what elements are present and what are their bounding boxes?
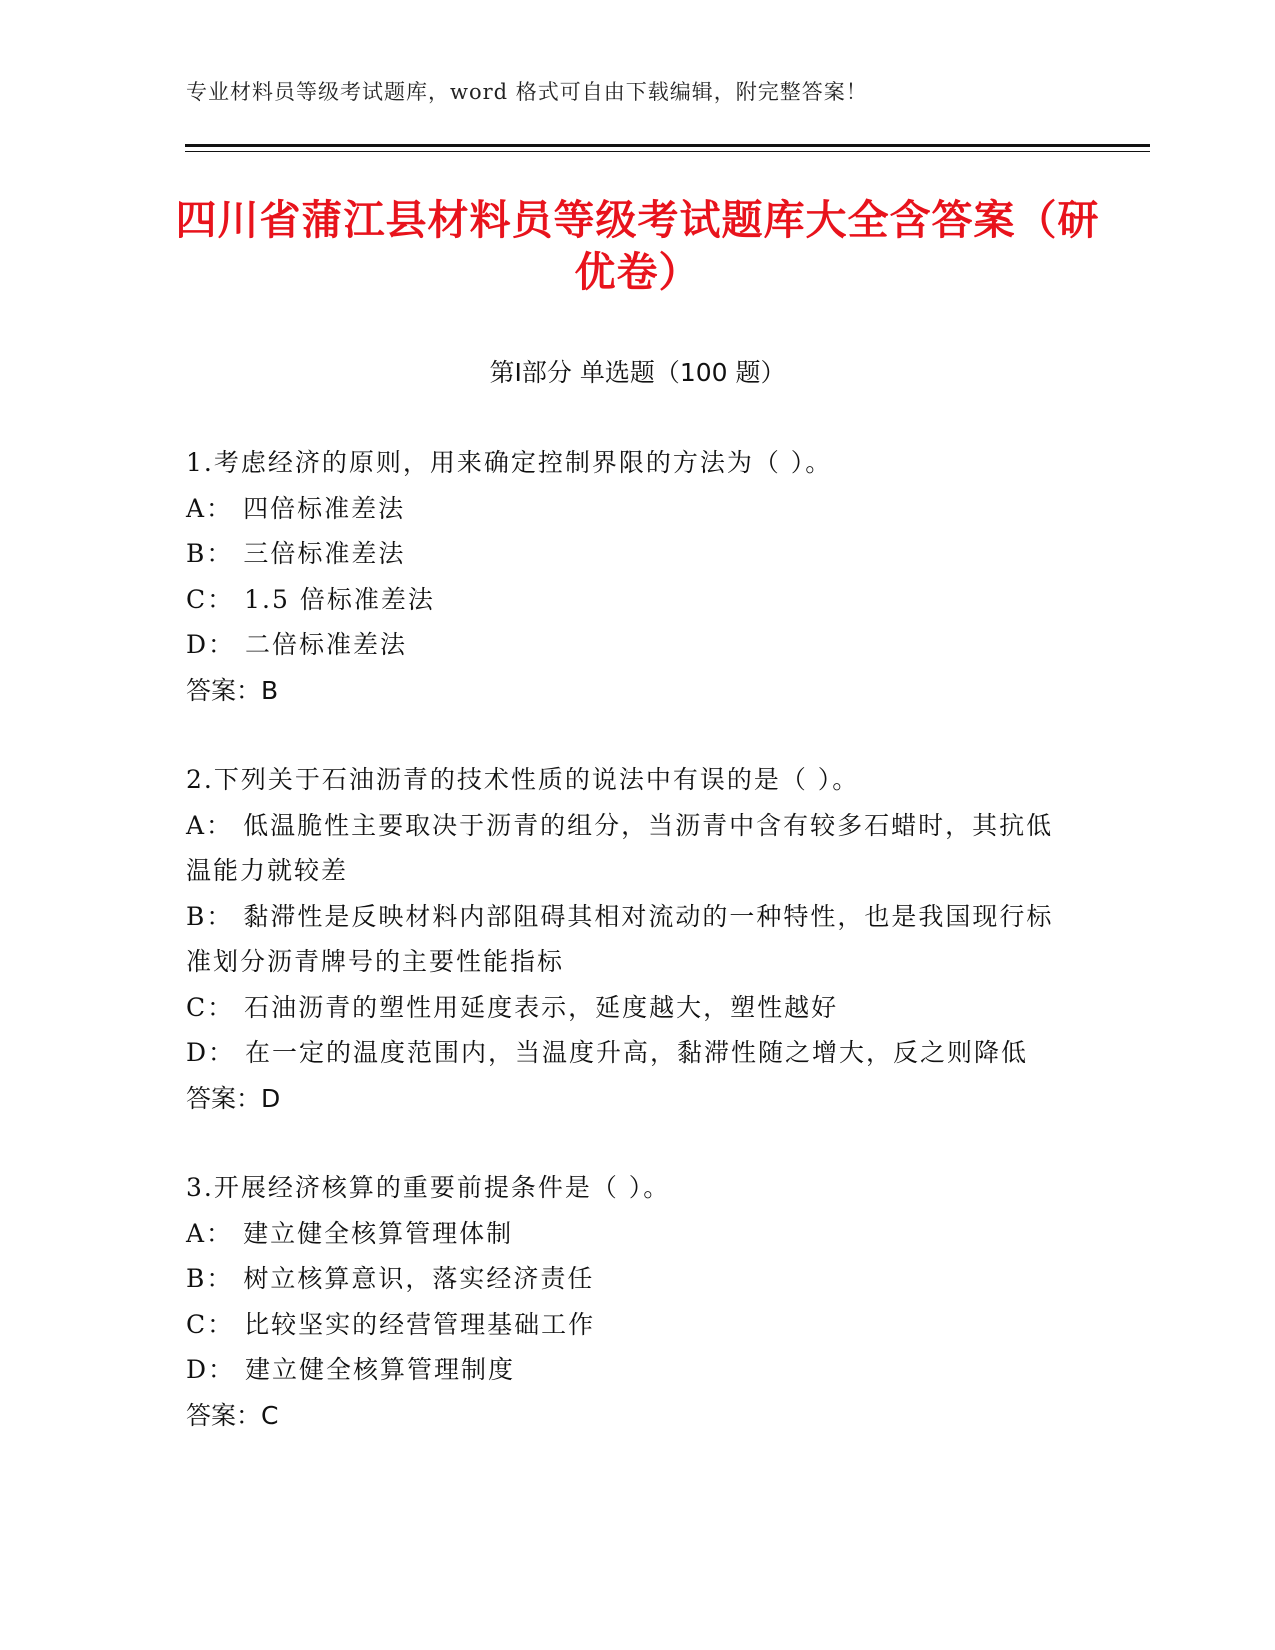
header-note: 专业材料员等级考试题库，word 格式可自由下载编辑，附完整答案！ xyxy=(186,80,868,104)
option-text: 二倍标准差法 xyxy=(245,630,408,659)
option-text: 建立健全核算管理制度 xyxy=(245,1355,516,1384)
option-c xyxy=(186,1302,1076,1348)
question-2 xyxy=(186,757,1076,1121)
question-1 xyxy=(186,440,1076,713)
option-text: 黏滞性是反映材料内部阻碍其相对流动的一种特性，也是我国现行标准划分沥青牌号的主要性能指标 xyxy=(186,901,1054,976)
document-title: 四川省蒲江县材料员等级考试题库大全含答案（研优卷） xyxy=(175,196,1100,296)
option-label: B： xyxy=(186,901,234,931)
option-text: 低温脆性主要取决于沥青的组分，当沥青中含有较多石蜡时，其抗低温能力就较差 xyxy=(186,810,1054,885)
section-title: 第Ⅰ部分 单选题（100 题） xyxy=(489,358,786,387)
option-text: 在一定的温度范围内，当温度升高，黏滞性随之增大，反之则降低 xyxy=(245,1038,1029,1067)
option-label: D： xyxy=(186,1038,236,1067)
question-stem: 3.开展经济核算的重要前提条件是（ ）。 xyxy=(186,1173,671,1202)
option-b xyxy=(186,531,1076,577)
option-text: 1.5 倍标准差法 xyxy=(244,584,435,614)
answer-line: 答案：C xyxy=(186,1400,279,1430)
option-label: A： xyxy=(186,810,234,840)
option-label: A： xyxy=(186,1218,234,1248)
option-label: B： xyxy=(186,1264,234,1293)
option-text: 树立核算意识，落实经济责任 xyxy=(243,1264,595,1293)
option-text: 三倍标准差法 xyxy=(243,539,406,568)
option-a xyxy=(186,1211,1076,1257)
option-b xyxy=(186,894,1076,985)
option-text: 石油沥青的塑性用延度表示，延度越大，塑性越好 xyxy=(244,992,839,1022)
option-label: D： xyxy=(186,630,236,659)
option-text: 四倍标准差法 xyxy=(243,493,406,523)
option-label: C： xyxy=(186,992,235,1022)
question-stem: 2.下列关于石油沥青的技术性质的说法中有误的是（ ）。 xyxy=(186,765,860,794)
question-3 xyxy=(186,1165,1076,1438)
option-label: D： xyxy=(186,1355,236,1384)
option-c xyxy=(186,577,1076,623)
option-text: 比较坚实的经营管理基础工作 xyxy=(244,1309,596,1339)
option-a xyxy=(186,486,1076,532)
option-label: A： xyxy=(186,493,234,523)
option-a xyxy=(186,803,1076,894)
answer-line: 答案：B xyxy=(186,675,279,705)
option-b xyxy=(186,1256,1076,1302)
option-d xyxy=(186,1347,1076,1393)
header-rule-thick xyxy=(185,144,1150,147)
option-label: C： xyxy=(186,584,235,614)
option-d xyxy=(186,1030,1076,1076)
answer-line: 答案：D xyxy=(186,1083,281,1113)
question-list xyxy=(186,440,1076,1482)
option-label: B： xyxy=(186,539,234,568)
option-text: 建立健全核算管理体制 xyxy=(243,1218,514,1248)
header-rule-thin xyxy=(185,151,1150,152)
option-d xyxy=(186,622,1076,668)
question-stem: 1.考虑经济的原则，用来确定控制界限的方法为（ ）。 xyxy=(186,448,833,477)
option-c xyxy=(186,985,1076,1031)
option-label: C： xyxy=(186,1309,235,1339)
